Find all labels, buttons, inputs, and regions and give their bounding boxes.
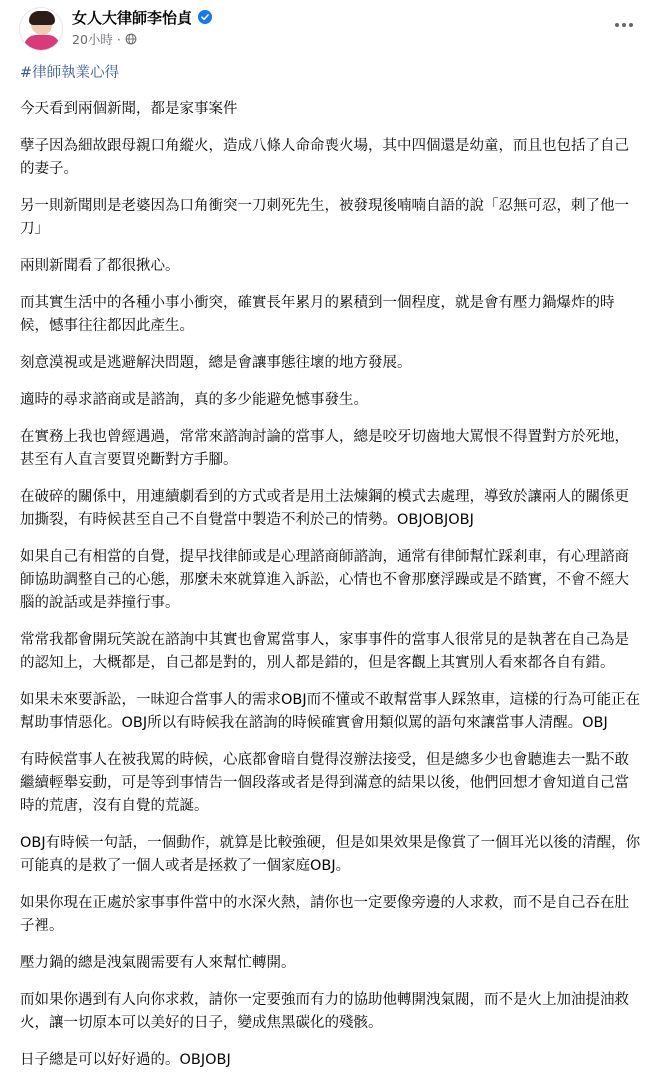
- post-paragraph: 另一則新聞則是老婆因為口角衝突一刀刺死先生，被發現後喃喃自語的說「忍無可忍，刺了他一刀」: [20, 198, 629, 237]
- post-meta: [72, 30, 137, 48]
- post-paragraph: 如果自己有相當的自覺，提早找律師或是心理諮商師諮詢，通常有律師幫忙踩剎車，有心理諮商師協助調整自己的心態，那麼未來就算進入訴訟，心情也不會那麼浮躁或是不踏實，不會不經大腦的說話或是莽撞行事。: [20, 549, 629, 611]
- post-paragraph: 壓力鍋的總是洩氣閥需要有人來幫忙轉開。: [20, 955, 296, 971]
- post-paragraph: 如果你現在正處於家事事件當中的水深火熱，請你也一定要像旁邊的人求救，而不是自己吞在肚子裡。: [20, 895, 629, 934]
- post-paragraph: 日子總是可以好好過的。OBJOBJ: [20, 1052, 231, 1068]
- author-line: [72, 6, 212, 28]
- post-header: [0, 0, 656, 60]
- post-paragraph: 刻意漠視或是逃避解決問題，總是會讓事態往壞的地方發展。: [20, 355, 412, 371]
- post-paragraph: 在破碎的關係中，用連續劇看到的方式或者是用土法煉鋼的模式去處理，導致於讓兩人的關係更加撕裂，有時候甚至自己不自覺當中製造不利於己的情勢。OBJOBJOBJ: [20, 489, 629, 528]
- post-paragraph: 如果未來要訴訟，一昧迎合當事人的需求OBJ而不懂或不敢幫當事人踩煞車，這樣的行為可能正在幫助事情惡化。OBJ所以有時候我在諮詢的時候確實會用類似罵的語句來讓當事人清醒。OBJ: [20, 692, 641, 731]
- post-paragraph: 在實務上我也曾經遇過，常常來諮詢討論的當事人，總是咬牙切齒地大罵恨不得置對方於死地，甚至有人直言要買兇斷對方手腳。: [20, 429, 629, 468]
- post-paragraph: 而其實生活中的各種小事小衝突，確實長年累月的累積到一個程度，就是會有壓力鍋爆炸的時候，憾事往往都因此產生。: [20, 295, 615, 334]
- post-paragraph: 有時候當事人在被我罵的時候，心底都會暗自覺得沒辦法接受，但是總多少也會聽進去一點不敢繼續輕舉妄動，可是等到事情告一個段落或者是得到滿意的結果以後，他們回想才會知道自己當時的荒唐，沒有自覺的荒誕。: [20, 752, 629, 814]
- post-paragraph: 今天看到兩個新聞，都是家事案件: [20, 101, 238, 117]
- post-paragraph: 而如果你遇到有人向你求救，請你一定要強而有力的協助他轉開洩氣閥，而不是火上加油提油救火，讓一切原本可以美好的日子，變成焦黑碳化的殘骸。: [20, 992, 629, 1031]
- avatar-hair-shape: [29, 11, 55, 25]
- globe-icon[interactable]: [125, 33, 137, 45]
- post-paragraph: 適時的尋求諮商或是諮詢，真的多少能避免憾事發生。: [20, 392, 368, 408]
- author-avatar[interactable]: [19, 7, 63, 51]
- avatar-body-shape: [24, 35, 60, 51]
- post-body: [20, 62, 642, 1086]
- post-paragraph: 常常我都會開玩笑說在諮詢中其實也會罵當事人，家事事件的當事人很常見的是執著在自己為是的認知上，大概都是，自己都是對的，別人都是錯的，但是客觀上其實別人看來都各自有錯。: [20, 632, 629, 671]
- author-name[interactable]: 女人大律師李怡貞: [72, 8, 193, 27]
- hashtag-link[interactable]: #律師執業心得: [20, 65, 120, 81]
- meta-separator: ·: [116, 31, 121, 47]
- post-paragraph: 兩則新聞看了都很揪心。: [20, 258, 180, 274]
- post-timestamp[interactable]: 20小時: [72, 32, 113, 47]
- post-paragraph: OBJ有時候一句話，一個動作，就算是比較強硬，但是如果效果是像賞了一個耳光以後的清醒，你可能真的是救了一個人或者是拯救了一個家庭OBJ。: [20, 835, 641, 874]
- more-options-button[interactable]: [608, 13, 640, 37]
- verified-badge-icon: [198, 10, 212, 24]
- post-paragraph: 孽子因為細故跟母親口角縱火，造成八條人命命喪火場，其中四個還是幼童，而且也包括了自己的妻子。: [20, 138, 629, 177]
- more-options-icon: [614, 22, 634, 28]
